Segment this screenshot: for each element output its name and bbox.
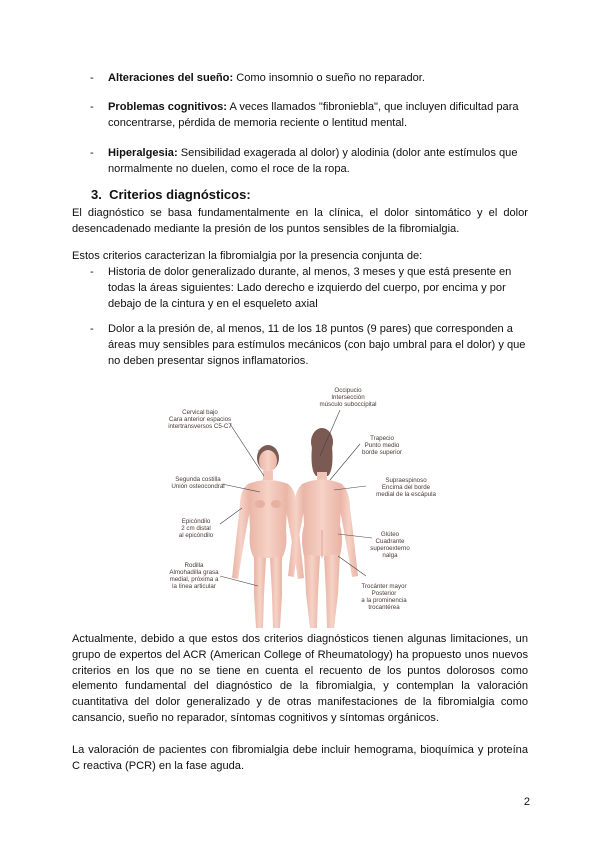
label-trocanter-3: a la prominencia <box>361 597 407 604</box>
svg-text:a la prominencia <box>361 597 407 604</box>
label-costilla-1: Segunda costilla <box>175 476 221 483</box>
label-cervical-3: intertransversos C5-C7 <box>168 423 232 430</box>
svg-text:Intersección <box>331 394 365 401</box>
label-supraespinoso-1: Supraespinoso <box>385 477 427 484</box>
svg-text:Posterior <box>372 590 397 597</box>
criterion-1-line-1: Historia de dolor generalizado durante, al menos, 3 meses y que está presente en <box>108 266 512 278</box>
label-gluteo-3: superoexterno <box>370 545 410 552</box>
label-trocanter-2: Posterior <box>371 590 397 597</box>
tender-points-illustration <box>160 380 450 632</box>
svg-text:Unión osteocondral <box>171 483 224 490</box>
label-gluteo-2: Cuadrante <box>375 538 405 545</box>
criterion-1-line-3: debajo de la cintura y en el esqueleto axial <box>108 298 318 310</box>
closing-paragraph-2: La valoración de pacientes con fibromialgia debe incluir hemograma, bioquímica y proteína C reactiva (PCR) en la fase aguda. <box>72 744 528 772</box>
section-title: Criterios diagnósticos: <box>109 187 251 202</box>
svg-text:al epicóndilo <box>179 532 214 539</box>
label-cervical-1: Cervical bajo <box>182 409 218 416</box>
svg-text:medial de la escápula <box>376 491 436 498</box>
desc-cognitive-2: concentrarse, pérdida de memoria reciente o lentitud mental. <box>108 117 408 129</box>
section-heading <box>91 187 251 202</box>
label-cervical-2: Cara anterior espacios <box>168 416 232 423</box>
criterion-2-line-2: áreas muy sensibles para estímulos mecánicos (con bajo umbral para el dolor) y que <box>108 339 526 351</box>
term-hyperalgesia: Hiperalgesia: <box>108 147 178 159</box>
desc-cognitive-1: A veces llamados "fibroniebla", que incluyen dificultad para <box>229 101 519 113</box>
label-rodilla-4: la línea articular <box>172 583 216 590</box>
back-body-figure <box>288 428 358 628</box>
desc-hyperalgesia-1: Sensibilidad exagerada al dolor) y alodinia (dolor ante estímulos que <box>180 147 518 159</box>
label-epicondilo-1: Epicóndilo <box>181 518 211 525</box>
label-gluteo-4: nalga <box>382 552 398 559</box>
label-rodilla-3: medial, próxima a <box>169 576 219 583</box>
label-occipucio-2: Intersección <box>331 394 365 401</box>
bullet-dash: - <box>90 323 94 335</box>
criteria-intro: Estos criterios caracterizan la fibromialgia por la presencia conjunta de: <box>72 250 423 262</box>
svg-text:Cervical bajo <box>182 409 218 416</box>
label-rodilla-1: Rodilla <box>184 562 204 569</box>
svg-text:Segunda costilla <box>175 476 221 483</box>
label-trocanter-4: trocantérea <box>368 604 400 611</box>
section-intro: El diagnóstico se basa fundamentalmente en la clínica, el dolor sintomático y el dolor desencadenado mediante la presión de los puntos sensibles de la fibromialgia. <box>72 207 528 235</box>
svg-text:trocantérea <box>368 604 400 611</box>
svg-text:nalga <box>382 552 398 559</box>
tender-points-figure <box>160 380 450 632</box>
svg-text:Trapecio <box>370 435 394 442</box>
criterion-2-line-3: no deben presentar signos inflamatorios. <box>108 355 309 367</box>
criterion-2 <box>90 321 530 371</box>
bullet-dash: - <box>90 72 94 84</box>
criterion-1-line-2: todas la áreas siguientes: Lado derecho e izquierdo del cuerpo, por encima y por <box>108 282 506 294</box>
label-rodilla-2: Almohadilla grasa <box>169 569 219 576</box>
label-trocanter-1: Trocánter mayor <box>361 583 407 590</box>
label-occipucio-1: Occipucio <box>334 387 362 394</box>
criterion-2-line-1: Dolor a la presión de, al menos, 11 de los 18 puntos (9 pares) que corresponden a <box>108 323 513 335</box>
svg-text:superoexterno <box>370 545 410 552</box>
label-trapecio-2: Punto medio <box>364 442 400 449</box>
label-supraespinoso-3: medial de la escápula <box>376 491 436 498</box>
page-number: 2 <box>523 796 530 808</box>
svg-text:la línea articular <box>172 583 216 590</box>
svg-text:Epicóndilo <box>182 518 211 525</box>
svg-text:Cara anterior espacios <box>169 416 231 423</box>
label-trapecio-1: Trapecio <box>370 435 394 442</box>
svg-text:borde superior <box>362 449 402 456</box>
svg-text:Glúteo <box>381 531 400 538</box>
term-cognitive: Problemas cognitivos: <box>108 101 227 113</box>
bullet-dash: - <box>90 147 94 159</box>
label-costilla-2: Unión osteocondral <box>171 483 225 490</box>
bullet-cognitive <box>90 99 530 133</box>
term-sleep: Alteraciones del sueño: <box>108 72 234 84</box>
bullet-hyperalgesia <box>90 145 530 179</box>
bullet-dash: - <box>90 266 94 278</box>
label-trapecio-3: borde superior <box>362 449 402 456</box>
svg-text:2 cm distal <box>181 525 211 532</box>
criterion-1 <box>90 264 530 314</box>
closing-paragraph-1: Actualmente, debido a que estos dos criterios diagnósticos tienen algunas limitaciones, un grupo de expertos del ACR (American College of Rheumatology) ha propuesto unos nuevos criterios en los que no se tiene en cuenta el recuento de los puntos dolorosos como elemento fundamental del diagnóstico de la fibromialgia, y contemplan la valoración cuantitativa del dolor generalizado y de otras manifestaciones de la fibromialgia como cansancio, sueño no reparador, síntomas cognitivos y síntomas orgánicos. <box>72 633 528 724</box>
svg-text:Occipucio <box>334 387 362 394</box>
svg-text:medial, próxima a <box>170 576 219 583</box>
desc-hyperalgesia-2: normalmente no duelen, como el roce de la ropa. <box>108 163 350 175</box>
svg-text:Supraespinoso <box>385 477 427 484</box>
bullet-dash: - <box>90 101 94 113</box>
svg-text:Punto medio <box>365 442 400 449</box>
svg-text:Rodilla <box>185 562 204 569</box>
svg-text:Almohadilla grasa <box>169 569 219 576</box>
label-supraespinoso-2: Encima del borde <box>381 484 431 491</box>
svg-text:Trocánter mayor <box>361 583 406 590</box>
label-epicondilo-3: al epicóndilo <box>178 532 214 539</box>
label-occipucio-3: músculo suboccipital <box>319 401 377 408</box>
svg-text:músculo suboccipital <box>319 401 376 408</box>
svg-text:Cuadrante <box>376 538 405 545</box>
label-gluteo-1: Glúteo <box>380 531 400 538</box>
svg-text:intertransversos C5-C7 <box>168 423 232 430</box>
svg-text:Encima del borde <box>382 484 431 491</box>
label-epicondilo-2: 2 cm distal <box>181 525 211 532</box>
section-number: 3. <box>91 187 102 202</box>
desc-sleep: Como insomnio o sueño no reparador. <box>236 72 425 84</box>
